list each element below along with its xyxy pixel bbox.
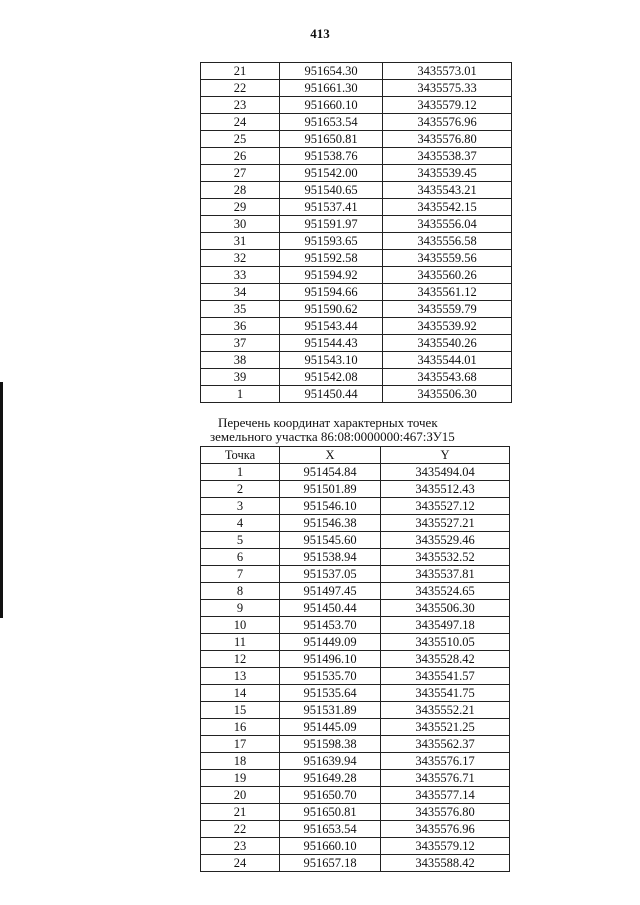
cell-y: 3435559.79 — [383, 301, 512, 318]
header-y: Y — [381, 447, 510, 464]
table-row — [201, 719, 510, 736]
cell-point: 8 — [201, 583, 280, 600]
cell-y: 3435527.21 — [381, 515, 510, 532]
cell-y: 3435510.05 — [381, 634, 510, 651]
cell-point: 25 — [201, 131, 280, 148]
cell-point: 26 — [201, 148, 280, 165]
cell-point: 6 — [201, 549, 280, 566]
table-row — [201, 583, 510, 600]
table-row — [201, 617, 510, 634]
cell-x: 951649.28 — [280, 770, 381, 787]
table-row — [201, 369, 512, 386]
table-row — [201, 165, 512, 182]
table-row — [201, 770, 510, 787]
cell-x: 951653.54 — [280, 821, 381, 838]
table-row — [201, 804, 510, 821]
cell-point: 10 — [201, 617, 280, 634]
coordinates-table-continued — [200, 62, 512, 403]
cell-y: 3435559.56 — [383, 250, 512, 267]
cell-x: 951650.70 — [280, 787, 381, 804]
cell-x: 951545.60 — [280, 532, 381, 549]
cell-point: 12 — [201, 651, 280, 668]
cell-x: 951535.70 — [280, 668, 381, 685]
cell-point: 1 — [201, 464, 280, 481]
cell-point: 21 — [201, 804, 280, 821]
table-row — [201, 335, 512, 352]
cell-point: 31 — [201, 233, 280, 250]
cell-point: 11 — [201, 634, 280, 651]
cell-y: 3435577.14 — [381, 787, 510, 804]
cell-point: 14 — [201, 685, 280, 702]
table-row — [201, 267, 512, 284]
cell-x: 951546.10 — [280, 498, 381, 515]
cell-point: 2 — [201, 481, 280, 498]
table-row — [201, 233, 512, 250]
cell-y: 3435560.26 — [383, 267, 512, 284]
cell-point: 13 — [201, 668, 280, 685]
table-row — [201, 284, 512, 301]
table-row — [201, 498, 510, 515]
caption-line-2: земельного участка 86:08:0000000:467:ЗУ15 — [210, 429, 455, 444]
cell-x: 951650.81 — [280, 804, 381, 821]
cell-x: 951639.94 — [280, 753, 381, 770]
cell-y: 3435556.04 — [383, 216, 512, 233]
cell-y: 3435541.57 — [381, 668, 510, 685]
header-row — [201, 447, 510, 464]
cell-point: 36 — [201, 318, 280, 335]
cell-x: 951496.10 — [280, 651, 381, 668]
cell-x: 951535.64 — [280, 685, 381, 702]
table-row — [201, 97, 512, 114]
table-row — [201, 651, 510, 668]
cell-y: 3435543.68 — [383, 369, 512, 386]
cell-x: 951653.54 — [280, 114, 383, 131]
cell-point: 18 — [201, 753, 280, 770]
cell-y: 3435576.17 — [381, 753, 510, 770]
table-row — [201, 182, 512, 199]
cell-y: 3435528.42 — [381, 651, 510, 668]
cell-point: 21 — [201, 63, 280, 80]
cell-point: 20 — [201, 787, 280, 804]
cell-point: 17 — [201, 736, 280, 753]
cell-point: 27 — [201, 165, 280, 182]
table-row — [201, 199, 512, 216]
table-row — [201, 566, 510, 583]
cell-point: 28 — [201, 182, 280, 199]
cell-point: 16 — [201, 719, 280, 736]
cell-x: 951450.44 — [280, 386, 383, 403]
cell-y: 3435588.42 — [381, 855, 510, 872]
cell-point: 23 — [201, 97, 280, 114]
cell-x: 951453.70 — [280, 617, 381, 634]
cell-y: 3435506.30 — [383, 386, 512, 403]
cell-y: 3435576.96 — [381, 821, 510, 838]
cell-y: 3435521.25 — [381, 719, 510, 736]
coordinates-table-zu15-body — [201, 464, 510, 872]
cell-x: 951450.44 — [280, 600, 381, 617]
cell-y: 3435524.65 — [381, 583, 510, 600]
coordinates-table-zu15 — [200, 446, 510, 872]
cell-point: 35 — [201, 301, 280, 318]
cell-point: 23 — [201, 838, 280, 855]
table-row — [201, 318, 512, 335]
cell-x: 951542.08 — [280, 369, 383, 386]
cell-point: 5 — [201, 532, 280, 549]
cell-point: 32 — [201, 250, 280, 267]
cell-y: 3435556.58 — [383, 233, 512, 250]
cell-x: 951598.38 — [280, 736, 381, 753]
table-row — [201, 736, 510, 753]
table-row — [201, 821, 510, 838]
cell-x: 951660.10 — [280, 838, 381, 855]
cell-y: 3435543.21 — [383, 182, 512, 199]
cell-x: 951661.30 — [280, 80, 383, 97]
cell-x: 951592.58 — [280, 250, 383, 267]
cell-x: 951449.09 — [280, 634, 381, 651]
cell-y: 3435541.75 — [381, 685, 510, 702]
cell-y: 3435540.26 — [383, 335, 512, 352]
cell-point: 1 — [201, 386, 280, 403]
cell-point: 9 — [201, 600, 280, 617]
cell-x: 951543.44 — [280, 318, 383, 335]
table-row — [201, 685, 510, 702]
cell-point: 34 — [201, 284, 280, 301]
cell-y: 3435576.71 — [381, 770, 510, 787]
cell-x: 951590.62 — [280, 301, 383, 318]
cell-x: 951542.00 — [280, 165, 383, 182]
table-row — [201, 532, 510, 549]
cell-y: 3435539.45 — [383, 165, 512, 182]
cell-y: 3435576.96 — [383, 114, 512, 131]
table-row — [201, 114, 512, 131]
cell-point: 38 — [201, 352, 280, 369]
cell-x: 951537.41 — [280, 199, 383, 216]
cell-x: 951544.43 — [280, 335, 383, 352]
cell-point: 29 — [201, 199, 280, 216]
cell-y: 3435539.92 — [383, 318, 512, 335]
table-row — [201, 148, 512, 165]
cell-y: 3435512.43 — [381, 481, 510, 498]
cell-y: 3435527.12 — [381, 498, 510, 515]
cell-point: 4 — [201, 515, 280, 532]
cell-x: 951546.38 — [280, 515, 381, 532]
cell-x: 951591.97 — [280, 216, 383, 233]
table-row — [201, 131, 512, 148]
header-x: X — [280, 447, 381, 464]
table-row — [201, 481, 510, 498]
table-row — [201, 464, 510, 481]
cell-x: 951594.92 — [280, 267, 383, 284]
cell-y: 3435506.30 — [381, 600, 510, 617]
cell-x: 951538.94 — [280, 549, 381, 566]
cell-point: 22 — [201, 821, 280, 838]
cell-x: 951657.18 — [280, 855, 381, 872]
table-row — [201, 838, 510, 855]
table-row — [201, 301, 512, 318]
cell-x: 951540.65 — [280, 182, 383, 199]
table-row — [201, 549, 510, 566]
cell-y: 3435532.52 — [381, 549, 510, 566]
cell-point: 37 — [201, 335, 280, 352]
cell-x: 951593.65 — [280, 233, 383, 250]
cell-y: 3435579.12 — [381, 838, 510, 855]
cell-point: 3 — [201, 498, 280, 515]
cell-point: 24 — [201, 855, 280, 872]
cell-x: 951660.10 — [280, 97, 383, 114]
cell-y: 3435575.33 — [383, 80, 512, 97]
cell-y: 3435494.04 — [381, 464, 510, 481]
coordinates-table-continued-body — [201, 63, 512, 403]
cell-x: 951531.89 — [280, 702, 381, 719]
table-row — [201, 515, 510, 532]
table-row — [201, 250, 512, 267]
table-row — [201, 702, 510, 719]
cell-y: 3435579.12 — [383, 97, 512, 114]
table-row — [201, 634, 510, 651]
table-row — [201, 216, 512, 233]
cell-x: 951501.89 — [280, 481, 381, 498]
coordinates-table-zu15-header — [201, 447, 510, 464]
cell-x: 951543.10 — [280, 352, 383, 369]
cell-x: 951538.76 — [280, 148, 383, 165]
cell-y: 3435573.01 — [383, 63, 512, 80]
cell-y: 3435562.37 — [381, 736, 510, 753]
table-row — [201, 668, 510, 685]
cell-y: 3435561.12 — [383, 284, 512, 301]
cell-point: 39 — [201, 369, 280, 386]
cell-y: 3435537.81 — [381, 566, 510, 583]
header-point: Точка — [201, 447, 280, 464]
cell-y: 3435529.46 — [381, 532, 510, 549]
table-row — [201, 753, 510, 770]
cell-point: 30 — [201, 216, 280, 233]
cell-x: 951537.05 — [280, 566, 381, 583]
cell-y: 3435542.15 — [383, 199, 512, 216]
cell-y: 3435497.18 — [381, 617, 510, 634]
cell-y: 3435538.37 — [383, 148, 512, 165]
cell-point: 15 — [201, 702, 280, 719]
cell-y: 3435552.21 — [381, 702, 510, 719]
cell-x: 951445.09 — [280, 719, 381, 736]
table-row — [201, 63, 512, 80]
table-row — [201, 80, 512, 97]
table-caption — [200, 416, 520, 444]
cell-point: 22 — [201, 80, 280, 97]
table-row — [201, 352, 512, 369]
cell-y: 3435544.01 — [383, 352, 512, 369]
scan-margin-bar — [0, 382, 3, 618]
cell-x: 951650.81 — [280, 131, 383, 148]
cell-x: 951594.66 — [280, 284, 383, 301]
cell-point: 24 — [201, 114, 280, 131]
cell-x: 951654.30 — [280, 63, 383, 80]
page-number: 413 — [310, 26, 330, 41]
cell-point: 7 — [201, 566, 280, 583]
table-row — [201, 855, 510, 872]
cell-x: 951497.45 — [280, 583, 381, 600]
cell-point: 19 — [201, 770, 280, 787]
cell-y: 3435576.80 — [383, 131, 512, 148]
cell-y: 3435576.80 — [381, 804, 510, 821]
caption-line-1: Перечень координат характерных точек — [218, 415, 438, 430]
cell-x: 951454.84 — [280, 464, 381, 481]
table-row — [201, 600, 510, 617]
table-row — [201, 787, 510, 804]
table-row — [201, 386, 512, 403]
cell-point: 33 — [201, 267, 280, 284]
